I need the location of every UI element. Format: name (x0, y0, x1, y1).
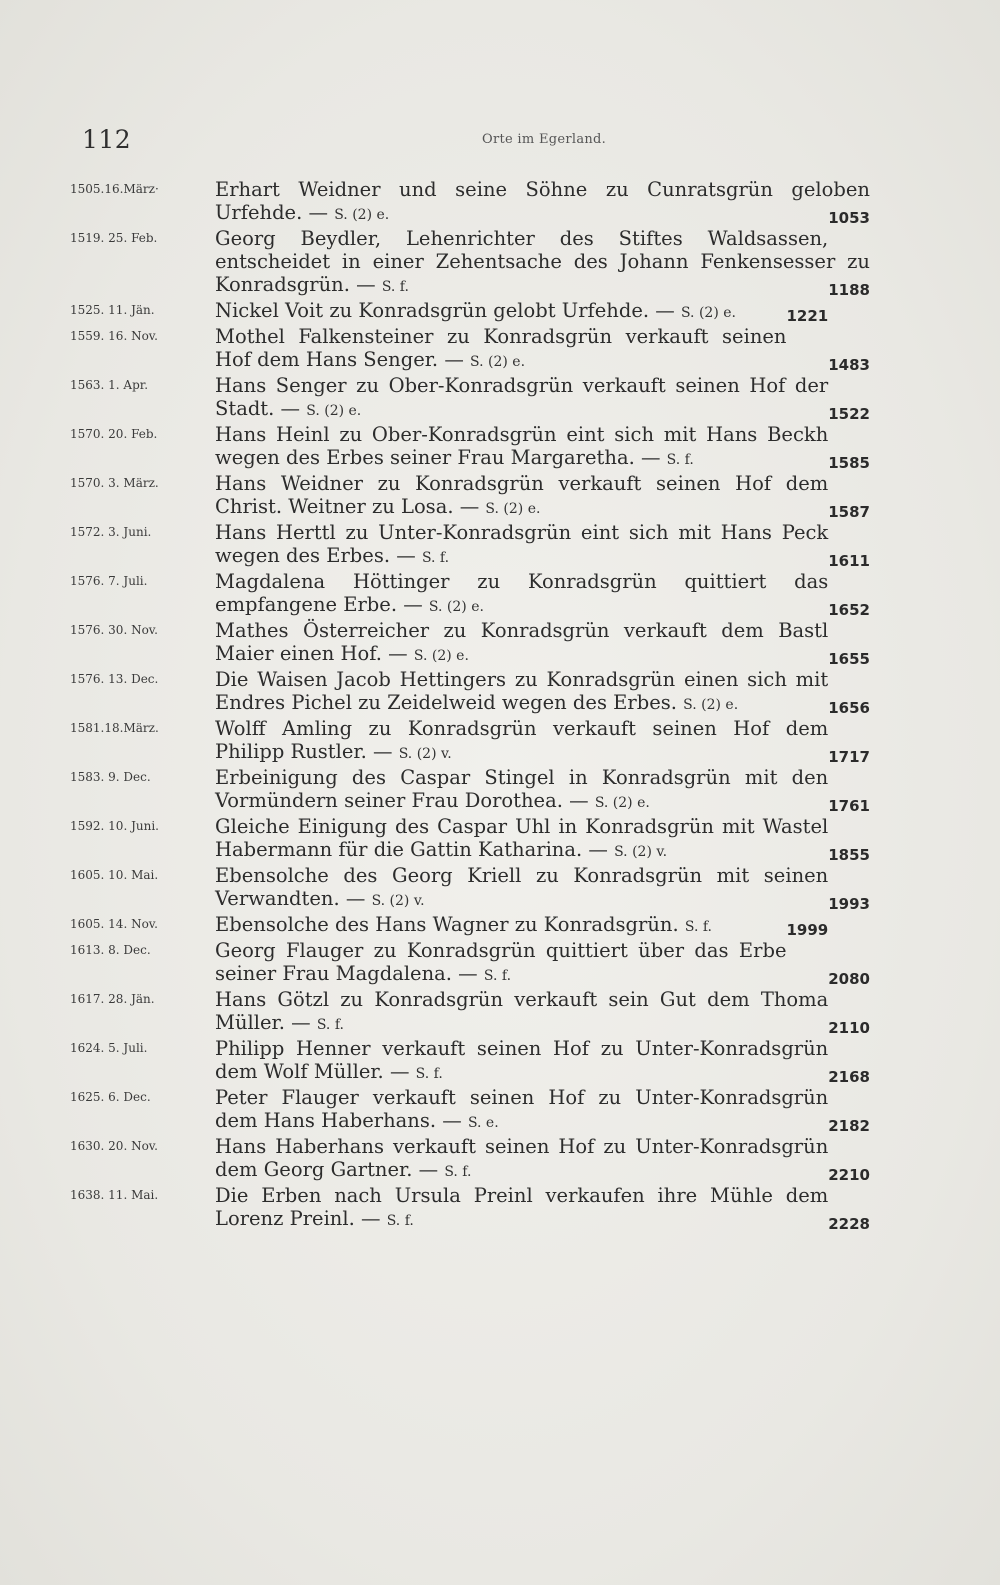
entry-row (70, 668, 870, 717)
entry-text: Ebensolche des Georg Kriell zu Konradsgrün mit seinen Verwandten. — (215, 864, 829, 910)
entry-text-block (215, 1037, 870, 1086)
entry-number: 1717 (828, 748, 870, 766)
entry-row (70, 815, 870, 864)
entry-number: 1483 (828, 356, 870, 374)
entry-row (70, 1086, 870, 1135)
entry-number: 1053 (828, 209, 870, 227)
entry-text-block (215, 472, 870, 521)
entry-text: Mathes Österreicher zu Konradsgrün verkauft dem Bastl Maier einen Hof. — (215, 619, 829, 665)
entry-date: 1559. 16. Nov. (70, 329, 158, 343)
entry-text-block (215, 325, 870, 374)
entry-row (70, 374, 870, 423)
entry-row (70, 570, 870, 619)
entry-date: 1617. 28. Jän. (70, 992, 155, 1006)
entry-siglum: S. (2) e. (428, 599, 484, 615)
entry-row (70, 864, 870, 913)
entry-text: Erbeinigung des Caspar Stingel in Konradsgrün mit den Vormündern seiner Frau Dorothea. — (215, 766, 829, 812)
entry-siglum: S. f. (684, 919, 712, 935)
entry-siglum: S. (2) v. (398, 746, 452, 762)
entry-text: Philipp Henner verkauft seinen Hof zu Unter-Konradsgrün dem Wolf Müller. — (215, 1037, 829, 1083)
entry-number: 1587 (828, 503, 870, 521)
entry-siglum: S. (2) e. (680, 305, 736, 321)
entry-text: Wolff Amling zu Konradsgrün verkauft seinen Hof dem Philipp Rustler. — (215, 717, 829, 763)
entry-text-block (215, 299, 870, 325)
entry-siglum: S. e. (467, 1115, 499, 1131)
entry-row (70, 1135, 870, 1184)
entry-number: 2210 (828, 1166, 870, 1184)
entry-date: 1572. 3. Juni. (70, 525, 152, 539)
entry-number: 1655 (828, 650, 870, 668)
entry-text-block (215, 1135, 870, 1184)
entry-text: Hans Weidner zu Konradsgrün verkauft seinen Hof dem Christ. Weitner zu Losa. — (215, 472, 829, 518)
entry-date: 1505.16.März· (70, 182, 159, 196)
entry-siglum: S. f. (483, 968, 512, 984)
running-title: Orte im Egerland. (482, 132, 607, 147)
entry-text: Hans Herttl zu Unter-Konradsgrün eint sich mit Hans Peck wegen des Erbes. — (215, 521, 829, 567)
page-header (82, 125, 918, 155)
entry-siglum: S. f. (666, 452, 694, 468)
entry-siglum: S. (2) e. (306, 403, 362, 419)
entry-text: Peter Flauger verkauft seinen Hof zu Unter-Konradsgrün dem Hans Haberhans. — (215, 1086, 829, 1132)
entry-text-block (215, 815, 870, 864)
entry-row (70, 423, 870, 472)
entry-number: 2080 (828, 970, 870, 988)
entry-list (70, 178, 870, 1236)
entry-siglum: S. (2) e. (334, 207, 390, 223)
entry-date: 1576. 7. Juli. (70, 574, 148, 588)
entry-number: 1611 (828, 552, 870, 570)
entry-number: 2168 (828, 1068, 870, 1086)
entry-text-block (215, 717, 870, 766)
entry-siglum: S. (2) e. (594, 795, 650, 811)
entry-text: Gleiche Einigung des Caspar Uhl in Konradsgrün mit Wastel Habermann für die Gattin Katharina. — (215, 815, 829, 861)
entry-siglum: S. f. (421, 550, 450, 566)
entry-row (70, 325, 870, 374)
entry-row (70, 913, 870, 939)
entry-number: 1761 (828, 797, 870, 815)
entry-text-block (215, 227, 870, 299)
entry-date: 1576. 13. Dec. (70, 672, 159, 686)
entry-text: Erhart Weidner und seine Söhne zu Cunratsgrün geloben Urfehde. — (215, 178, 870, 224)
entry-row (70, 521, 870, 570)
entry-number: 1993 (828, 895, 870, 913)
entry-text: Ebensolche des Hans Wagner zu Konradsgrün. (215, 913, 679, 936)
entry-text-block (215, 423, 870, 472)
entry-row (70, 1184, 870, 1233)
page-number: 112 (82, 125, 132, 154)
entry-date: 1625. 6. Dec. (70, 1090, 151, 1104)
entry-number: 1585 (828, 454, 870, 472)
entry-row (70, 717, 870, 766)
entry-date: 1624. 5. Juli. (70, 1041, 148, 1055)
entry-text: Hans Haberhans verkauft seinen Hof zu Unter-Konradsgrün dem Georg Gartner. — (215, 1135, 829, 1181)
entry-date: 1583. 9. Dec. (70, 770, 151, 784)
entry-siglum: S. (2) v. (614, 844, 668, 860)
entry-row (70, 619, 870, 668)
entry-text-block (215, 374, 870, 423)
entry-row (70, 988, 870, 1037)
entry-siglum: S. (2) e. (683, 697, 739, 713)
entry-text-block (215, 1184, 870, 1233)
entry-number: 1855 (828, 846, 870, 864)
entry-row (70, 472, 870, 521)
entry-date: 1630. 20. Nov. (70, 1139, 158, 1153)
entry-date: 1525. 11. Jän. (70, 303, 155, 317)
entry-text-block (215, 1086, 870, 1135)
entry-text-block (215, 521, 870, 570)
entry-text: Hans Götzl zu Konradsgrün verkauft sein Gut dem Thoma Müller. — (215, 988, 829, 1034)
entry-date: 1605. 10. Mai. (70, 868, 159, 882)
entry-text-block (215, 570, 870, 619)
entry-number: 1188 (828, 281, 870, 299)
entry-date: 1581.18.März. (70, 721, 159, 735)
entry-text-block (215, 766, 870, 815)
entry-siglum: S. f. (381, 279, 409, 295)
entry-date: 1613. 8. Dec. (70, 943, 151, 957)
entry-row (70, 227, 870, 299)
entry-date: 1605. 14. Nov. (70, 917, 158, 931)
entry-text-block (215, 913, 870, 939)
entry-siglum: S. (2) e. (470, 354, 526, 370)
entry-text: Nickel Voit zu Konradsgrün gelobt Urfehde. — (215, 299, 675, 322)
entry-number: 2228 (828, 1215, 870, 1233)
entry-number: 2182 (828, 1117, 870, 1135)
entry-number: 1656 (828, 699, 870, 717)
entry-text: Mothel Falkensteiner zu Konradsgrün verkauft seinen Hof dem Hans Senger. — (215, 325, 787, 371)
entry-row (70, 299, 870, 325)
entry-row (70, 1037, 870, 1086)
entry-date: 1519. 25. Feb. (70, 231, 158, 245)
entry-text: Die Waisen Jacob Hettingers zu Konradsgrün einen sich mit Endres Pichel zu Zeidelweid wegen des Erbes. (215, 668, 829, 714)
entry-siglum: S. f. (316, 1017, 344, 1033)
entry-date: 1576. 30. Nov. (70, 623, 158, 637)
entry-text-block (215, 988, 870, 1037)
entry-text: Magdalena Höttinger zu Konradsgrün quittiert das empfangene Erbe. — (215, 570, 829, 616)
entry-siglum: S. (2) e. (413, 648, 469, 664)
entry-number: 1522 (828, 405, 870, 423)
entry-text: Die Erben nach Ursula Preinl verkaufen ihre Mühle dem Lorenz Preinl. — (215, 1184, 829, 1230)
entry-text: Hans Senger zu Ober-Konradsgrün verkauft seinen Hof der Stadt. — (215, 374, 829, 420)
entry-siglum: S. (2) e. (485, 501, 541, 517)
entry-number: 1221 (786, 307, 829, 325)
entry-text: Hans Heinl zu Ober-Konradsgrün eint sich mit Hans Beckh wegen des Erbes seiner Frau Margaretha. — (215, 423, 829, 469)
entry-number: 1999 (786, 921, 829, 939)
entry-text-block (215, 939, 870, 988)
entry-date: 1592. 10. Juni. (70, 819, 159, 833)
entry-text: Georg Beydler, Lehenrichter des Stiftes Waldsassen, entscheidet in einer Zehentsache des Johann Fenkensesser zu Konradsgrün. — (215, 227, 870, 296)
entry-siglum: S. f. (386, 1213, 414, 1229)
entry-row (70, 939, 870, 988)
entry-date: 1638. 11. Mai. (70, 1188, 159, 1202)
entry-row (70, 178, 870, 227)
entry-date: 1570. 3. März. (70, 476, 159, 490)
entry-text: Georg Flauger zu Konradsgrün quittiert über das Erbe seiner Frau Magdalena. — (215, 939, 787, 985)
entry-number: 1652 (828, 601, 870, 619)
entry-text-block (215, 619, 870, 668)
entry-text-block (215, 864, 870, 913)
entry-row (70, 766, 870, 815)
entry-date: 1570. 20. Feb. (70, 427, 158, 441)
entry-text-block (215, 178, 870, 227)
entry-siglum: S. f. (444, 1164, 472, 1180)
entry-text-block (215, 668, 870, 717)
entry-siglum: S. f. (415, 1066, 443, 1082)
entry-date: 1563. 1. Apr. (70, 378, 149, 392)
entry-number: 2110 (828, 1019, 870, 1037)
entry-siglum: S. (2) v. (371, 893, 425, 909)
